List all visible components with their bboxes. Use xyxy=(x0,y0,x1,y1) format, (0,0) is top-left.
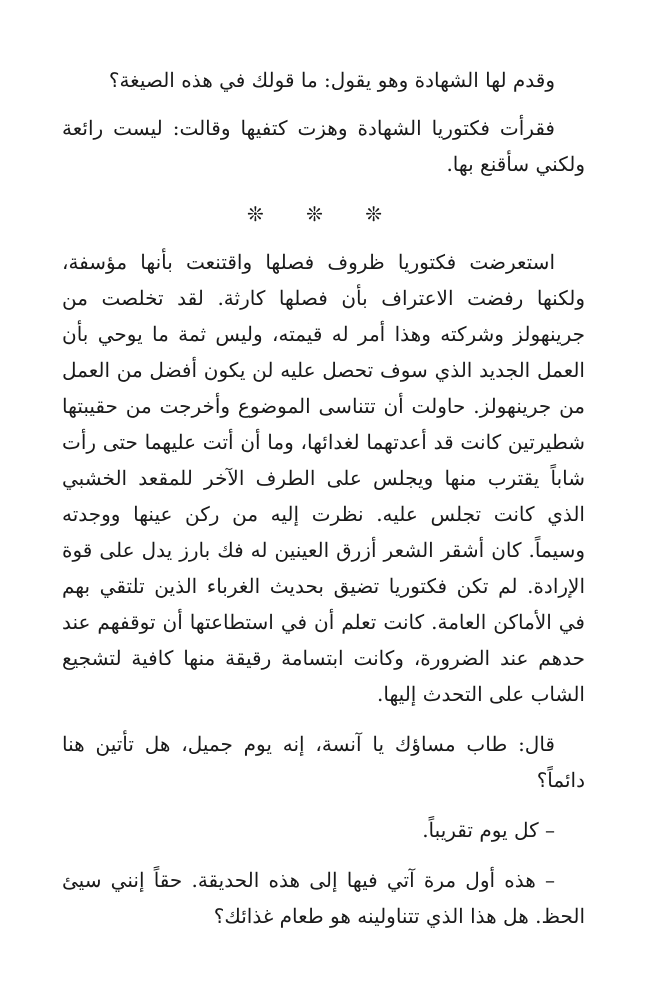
dialogue-greeting: قال: طاب مساؤك يا آنسة، إنه يوم جميل، هل تأتين هنا دائماً؟ xyxy=(62,732,585,792)
dialogue-reply: – كل يوم تقريباً. xyxy=(422,818,555,842)
dialogue-question: – هذه أول مرة آتي فيها إلى هذه الحديقة. حقاً إنني سيئ الحظ. هل هذا الذي تتناولينه هو طعام غذائك؟ xyxy=(62,868,585,928)
paragraph-narrative: استعرضت فكتوريا ظروف فصلها واقتنعت بأنها مؤسفة، ولكنها رفضت الاعتراف بأن فصلها كارثة. لقد تخلصت من جرينهولز وشركته وهذا أمر له قيمته، وليس ثمة ما يوحي بأن العمل الجديد الذي سوف تحصل عليه لن يكون أفضل من العمل من جرينهولز. حاولت أن تتناسى الموضوع وأخرجت من حقيبتها شطيرتين كانت قد أعدتهما لغدائها، وما أن أتت عليهما حتى رأت شاباً يقترب منها ويجلس على الطرف الآخر للمقعد الخشبي الذي كانت تجلس عليه. نظرت إليه من ركن عينها ووجدته وسيماً. كان أشقر الشعر أزرق العينين له فك بارز يدل على قوة الإرادة. لم تكن فكتوريا تضيق بحديث الغرباء الذين تلتقي بهم في الأماكن العامة. كانت تعلم أن في استطاعتها أن توقفهم عند حدهم عند الضرورة، وكانت ابتسامة رقيقة منها كافية لتشجيع الشاب على التحدث إليها. xyxy=(62,250,585,706)
paragraph-certificate-offer: وقدم لها الشهادة وهو يقول: ما قولك في هذه الصيغة؟ xyxy=(108,68,555,92)
paragraph-victoria-reads: فقرأت فكتوريا الشهادة وهزت كتفيها وقالت: ليست رائعة ولكني سأقنع بها. xyxy=(62,116,585,176)
section-separator: ❊ ❊ ❊ xyxy=(247,202,400,226)
